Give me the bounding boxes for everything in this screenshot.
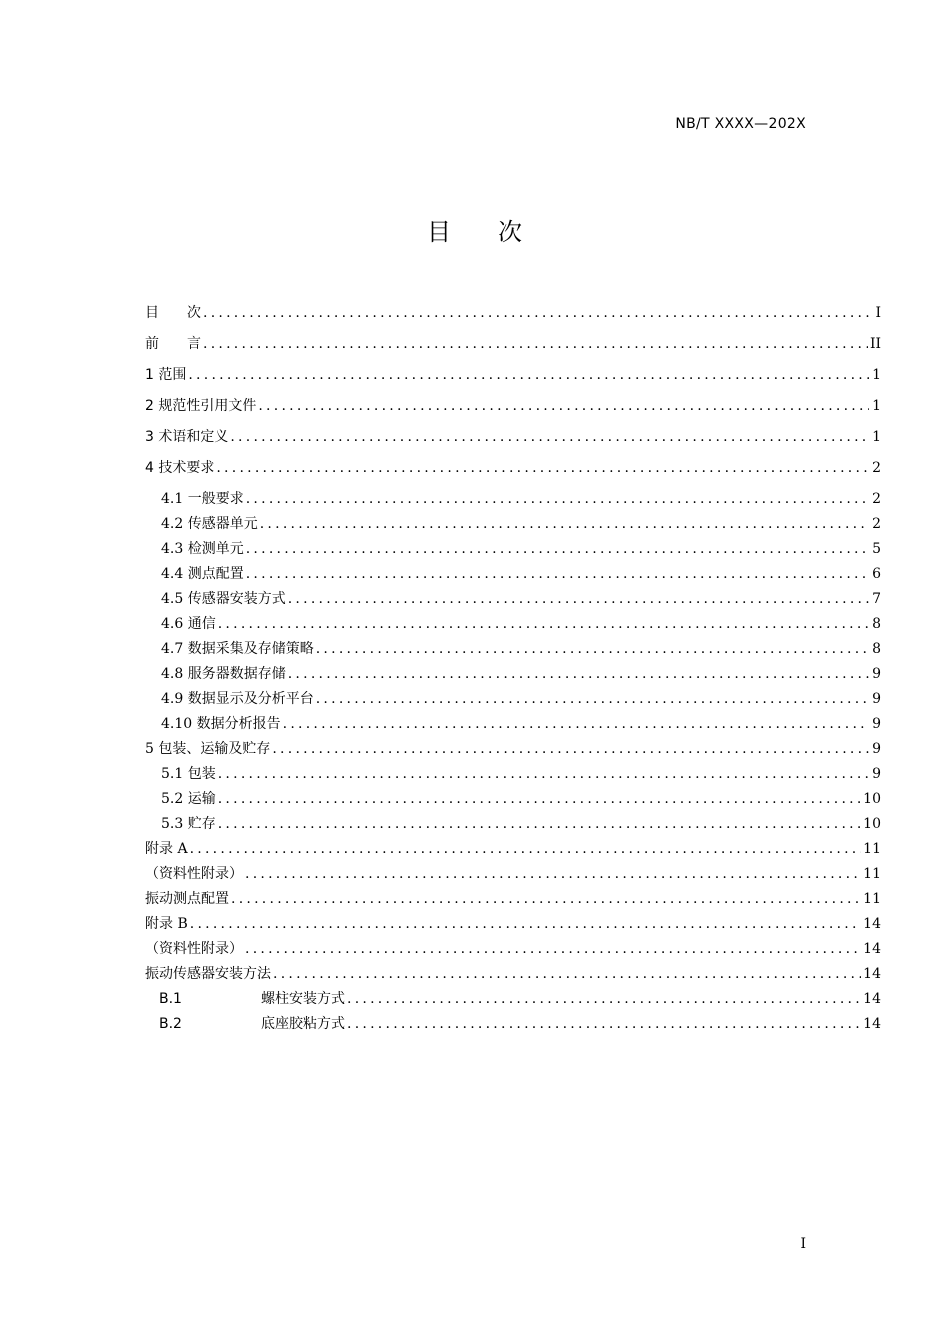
toc-entry-label: 附录 A [145, 841, 188, 857]
toc-entry-page: 10 [863, 791, 881, 807]
toc-entry-label: 4.4 测点配置 [161, 566, 244, 582]
toc-entry-label: 5.2 运输 [161, 791, 216, 807]
toc-entry-page: 11 [863, 891, 881, 907]
dot-leader [347, 1015, 861, 1033]
toc-entry-contents[interactable] [145, 300, 881, 322]
dot-leader [258, 397, 869, 415]
toc-entry-4-4[interactable] [145, 561, 881, 583]
toc-entry-label: 4.7 数据采集及存储策略 [161, 641, 314, 657]
toc-entry-label: 附录 B [145, 916, 188, 932]
dot-leader [260, 515, 869, 533]
toc-entry-foreword[interactable] [145, 331, 881, 353]
toc-entry-label: 4.9 数据显示及分析平台 [161, 691, 314, 707]
toc-entry-normative-references[interactable] [145, 393, 881, 415]
dot-leader [288, 590, 869, 608]
dot-leader [190, 840, 862, 858]
dot-leader [347, 990, 861, 1008]
toc-entry-page: 11 [863, 841, 881, 857]
toc-entry-4-3[interactable] [145, 536, 881, 558]
dot-leader [203, 335, 868, 353]
toc-entry-label [145, 990, 345, 1008]
dot-leader [246, 540, 869, 558]
toc-entry-label: 前 言 [145, 336, 201, 352]
dot-leader [246, 565, 869, 583]
toc-entry-5-3[interactable] [145, 811, 881, 833]
dot-leader [230, 428, 869, 446]
toc-entry-label: 振动测点配置 [145, 891, 229, 907]
toc-entry-label: 4.1 一般要求 [161, 491, 244, 507]
toc-entry-4-2[interactable] [145, 511, 881, 533]
dot-leader [203, 304, 869, 322]
toc-entry-page: 2 [872, 460, 881, 476]
toc-entry-page: 2 [872, 491, 881, 507]
dot-leader [245, 865, 861, 883]
toc-entry-appendix-a-title[interactable] [145, 886, 881, 908]
page-number: I [800, 1236, 806, 1252]
toc-entry-page: 1 [872, 367, 881, 383]
toc-entry-4-9[interactable] [145, 686, 881, 708]
dot-leader [231, 890, 861, 908]
title-char-2: 次 [498, 218, 523, 246]
toc-entry-b-1[interactable] [145, 986, 881, 1008]
toc-entry-page: 1 [872, 398, 881, 414]
dot-leader [288, 665, 869, 683]
toc-entry-4-5[interactable] [145, 586, 881, 608]
toc-entry-page: 6 [872, 566, 881, 582]
toc-entry-page: 9 [872, 766, 881, 782]
toc-entry-4-7[interactable] [145, 636, 881, 658]
toc-entry-scope[interactable] [145, 362, 881, 384]
toc-entry-appendix-b-title[interactable] [145, 961, 881, 983]
toc-entry-packaging[interactable] [145, 736, 881, 758]
toc-entry-label: （资料性附录） [145, 941, 243, 957]
dot-leader [218, 765, 869, 783]
toc-entry-label: 4.5 传感器安装方式 [161, 591, 286, 607]
toc-entry-page: 14 [863, 916, 881, 932]
toc-entry-4-10[interactable] [145, 711, 881, 733]
toc-entry-page: 9 [872, 666, 881, 682]
toc-entry-terms[interactable] [145, 424, 881, 446]
toc-entry-b-2[interactable] [145, 1011, 881, 1033]
dot-leader [218, 615, 869, 633]
toc-entry-text: 螺柱安装方式 [261, 991, 345, 1007]
dot-leader [246, 490, 869, 508]
toc-entry-label: 4.6 通信 [161, 616, 216, 632]
dot-leader [190, 915, 861, 933]
toc-entry-appendix-a-type[interactable] [145, 861, 881, 883]
toc-entry-page: 9 [872, 691, 881, 707]
toc-entry-label: 4.8 服务器数据存储 [161, 666, 286, 682]
toc-entry-label: 5.3 贮存 [161, 816, 216, 832]
dot-leader [188, 366, 869, 384]
toc-entry-page: 9 [872, 741, 881, 757]
toc-entry-code: B.2 [159, 1016, 182, 1032]
toc-entry-page: II [869, 336, 881, 352]
toc-entry-label: 5 包装、运输及贮存 [145, 741, 271, 757]
toc-entry-label: 4 技术要求 [145, 460, 215, 476]
toc-entry-label: 4.10 数据分析报告 [161, 716, 281, 732]
toc-entry-label: 4.3 检测单元 [161, 541, 244, 557]
toc-entry-4-8[interactable] [145, 661, 881, 683]
toc-entry-label: 2 规范性引用文件 [145, 398, 257, 414]
dot-leader [283, 715, 869, 733]
toc-entry-label: 目 次 [145, 305, 201, 321]
toc-entry-page: 10 [863, 816, 881, 832]
toc-entry-appendix-b[interactable] [145, 911, 881, 933]
toc-entry-label: 4.2 传感器单元 [161, 516, 258, 532]
dot-leader [272, 740, 869, 758]
toc-entry-technical-requirements[interactable] [145, 455, 881, 477]
toc-entry-appendix-b-type[interactable] [145, 936, 881, 958]
toc-entry-code: B.1 [159, 991, 182, 1007]
toc-entry-page: 14 [863, 941, 881, 957]
toc-entry-page: 8 [872, 616, 881, 632]
toc-entry-page: 7 [872, 591, 881, 607]
toc-entry-label: （资料性附录） [145, 866, 243, 882]
toc-entry-label: 5.1 包装 [161, 766, 216, 782]
dot-leader [316, 640, 869, 658]
document-code: NB/T XXXX—202X [675, 116, 806, 132]
toc-entry-page: 14 [863, 991, 881, 1007]
toc-entry-label: 振动传感器安装方法 [145, 966, 271, 982]
toc-entry-text: 底座胶粘方式 [261, 1016, 345, 1032]
toc-entry-label: 1 范围 [145, 367, 187, 383]
toc-entry-page: I [875, 305, 881, 321]
toc-entry-page: 1 [872, 429, 881, 445]
toc-entry-label [145, 1015, 345, 1033]
toc-entry-page: 2 [872, 516, 881, 532]
toc-entry-page: 14 [863, 1016, 881, 1032]
toc-entry-page: 9 [872, 716, 881, 732]
toc-entry-page: 8 [872, 641, 881, 657]
dot-leader [245, 940, 861, 958]
dot-leader [218, 815, 861, 833]
toc-entry-5-2[interactable] [145, 786, 881, 808]
dot-leader [273, 965, 861, 983]
toc-entry-label: 3 术语和定义 [145, 429, 229, 445]
toc-entry-4-6[interactable] [145, 611, 881, 633]
toc-entry-5-1[interactable] [145, 761, 881, 783]
toc-entry-4-1[interactable] [145, 486, 881, 508]
toc-entry-page: 11 [863, 866, 881, 882]
page-title [0, 212, 950, 247]
dot-leader [216, 459, 869, 477]
toc-entry-page: 14 [863, 966, 881, 982]
title-char-1: 目 [427, 218, 452, 246]
toc-entry-appendix-a[interactable] [145, 836, 881, 858]
dot-leader [316, 690, 869, 708]
dot-leader [218, 790, 861, 808]
toc-entry-page: 5 [872, 541, 881, 557]
